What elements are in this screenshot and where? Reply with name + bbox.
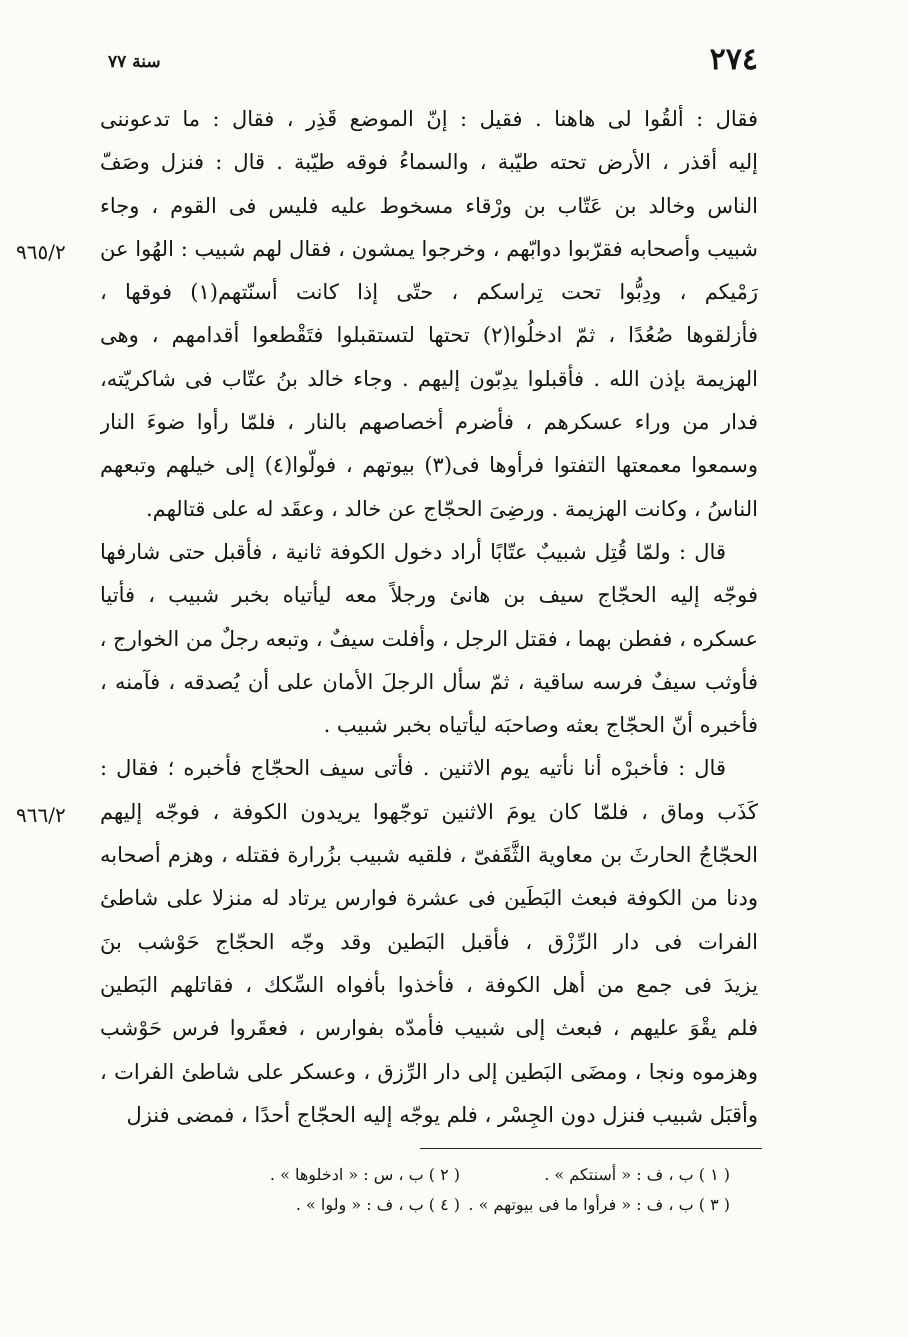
footnote-row xyxy=(190,1190,730,1220)
text-line: فأخبره أنّ الحجّاج بعثه وصاحبَه ليأتياه بخبر شبيب . xyxy=(323,713,758,738)
margin-reference: ٩٦٦/٢ xyxy=(16,803,66,827)
footnote-4: ( ٤ ) ب ، ف : « ولوا » . xyxy=(295,1195,460,1214)
text-line: وأقبَل شبيب فنزل دون الجِسْر ، فلم يوجّه إليه الحجّاج أحدًا ، فمضى فنزل xyxy=(126,1102,758,1127)
page-number: ٢٧٤ xyxy=(709,42,758,77)
text-line: فقال : ألقُوا لى هاهنا . فقيل : إنّ الموضع قَذِر ، فقال : ما تدعوننى xyxy=(100,107,758,131)
text-line: قال : ولمّا قُتِل شبيبٌ عتّابًا أراد دخول الكوفة ثانية ، فأقبل حتى شارفها xyxy=(100,539,726,564)
text-line: وسمعوا معمعتها التفتوا فرأوها فى(٣) بيوتهم ، فولّوا(٤) إلى خيلهم وتبعهم xyxy=(100,453,758,478)
footnotes xyxy=(190,1160,730,1220)
text-line: رَمْيكم ، ودِبُّوا تحت تِراسكم ، حتّى إذا كانت أسنّتهم(١) فوقها ، xyxy=(100,280,758,305)
text-line: الفرات فى دار الرِّزْق ، فأقبل البَطين وقد وجّه الحجّاج حَوْشب بنَ xyxy=(100,929,758,954)
footnote-1: ( ١ ) ب ، ف : « أسنتكم » . xyxy=(544,1165,730,1184)
body-text xyxy=(100,98,758,1137)
text-line: فدار من وراء عسكرهم ، فأضرم أخصاصهم بالنار ، فلمّا رأوا ضوءَ النار xyxy=(100,410,758,435)
paragraph xyxy=(100,531,758,747)
footnote-2: ( ٢ ) ب ، س : « ادخلوها » . xyxy=(269,1165,460,1184)
text-line: إليه أقذر ، الأرض تحته طيّبة ، والسماءُ فوقه طيّبة . قال : فنزل وصَفّ xyxy=(100,150,758,175)
text-line: شبيب وأصحابه فقرّبوا دوابّهم ، وخرجوا يمشون ، فقال لهم شبيب : الهُوا عن xyxy=(100,236,758,261)
text-line: وهزموه ونجا ، ومضَى البَطين إلى دار الرِّزق ، وعسكر على شاطئ الفرات ، xyxy=(100,1059,758,1084)
paragraph xyxy=(100,98,758,531)
text-line: عسكره ، ففطن بهما ، فقتل الرجل ، وأفلت سيفٌ ، وتبعه رجلٌ من الخوارج ، xyxy=(100,626,758,651)
text-line: كَذَب وماق ، فلمّا كان يومَ الاثنين توجّهوا يريدون الكوفة ، فوجّه إليهم xyxy=(100,799,758,824)
text-line: فلم يقْوَ عليهم ، فبعث إلى شبيب فأمدّه بفوارس ، فعقَروا فرس حَوْشب xyxy=(100,1016,758,1041)
text-line: فأوثب سيفٌ فرسه ساقية ، ثمّ سأل الرجلَ الأمان على أن يُصدقه ، فآمنه ، xyxy=(100,669,758,694)
text-line: فوجّه إليه الحجّاج سيف بن هانئ ورجلاً معه ليأتياه بخبر شبيب ، فأتيا xyxy=(100,583,758,608)
text-line: قال : فأخبرْه أنا نأتيه يوم الاثنين . فأتى سيف الحجّاج فأخبره ؛ فقال : xyxy=(100,756,726,781)
text-line: الهزيمة بإذن الله . فأقبلوا يدِبّون إليهم . وجاء خالد بنُ عتّاب فى شاكريّته، xyxy=(100,366,758,391)
paragraph xyxy=(100,747,758,1137)
text-line: الحجّاجُ الحارثَ بن معاوية الثَّقَفىّ ، فلقيه شبيب بزُرارة فقتله ، وهزم أصحابه xyxy=(100,843,758,868)
footnote-3: ( ٣ ) ب ، ف : « فرأوا ما فى بيوتهم » . xyxy=(468,1195,730,1214)
text-line: يزيدَ فى جمع من أهل الكوفة ، فأخذوا بأفواه السِّكك ، فقاتلهم البَطين xyxy=(100,972,758,997)
running-head: سنة ٧٧ xyxy=(108,52,161,72)
text-line: فأزلقوها صُعُدًا ، ثمّ ادخلُوا(٢) تحتها لتستقبلوا فتَقْطعوا أقدامهم ، وهى xyxy=(100,323,758,348)
text-line: الناس وخالد بن عَتّاب بن ورْقاء مسخوط عليه فليس فى القوم ، وجاء xyxy=(100,193,758,218)
footnote-row xyxy=(190,1160,730,1190)
text-line: الناسُ ، وكانت الهزيمة . ورضِىَ الحجّاج عن خالد ، وعقَد له على قتالهم. xyxy=(145,496,758,521)
page-header xyxy=(100,40,758,92)
text-line: ودنا من الكوفة فبعث البَطَين فى عشرة فوارس يرتاد له منزلا على شاطئ xyxy=(100,886,758,911)
footnote-rule xyxy=(420,1148,762,1149)
margin-reference: ٩٦٥/٢ xyxy=(16,240,66,264)
